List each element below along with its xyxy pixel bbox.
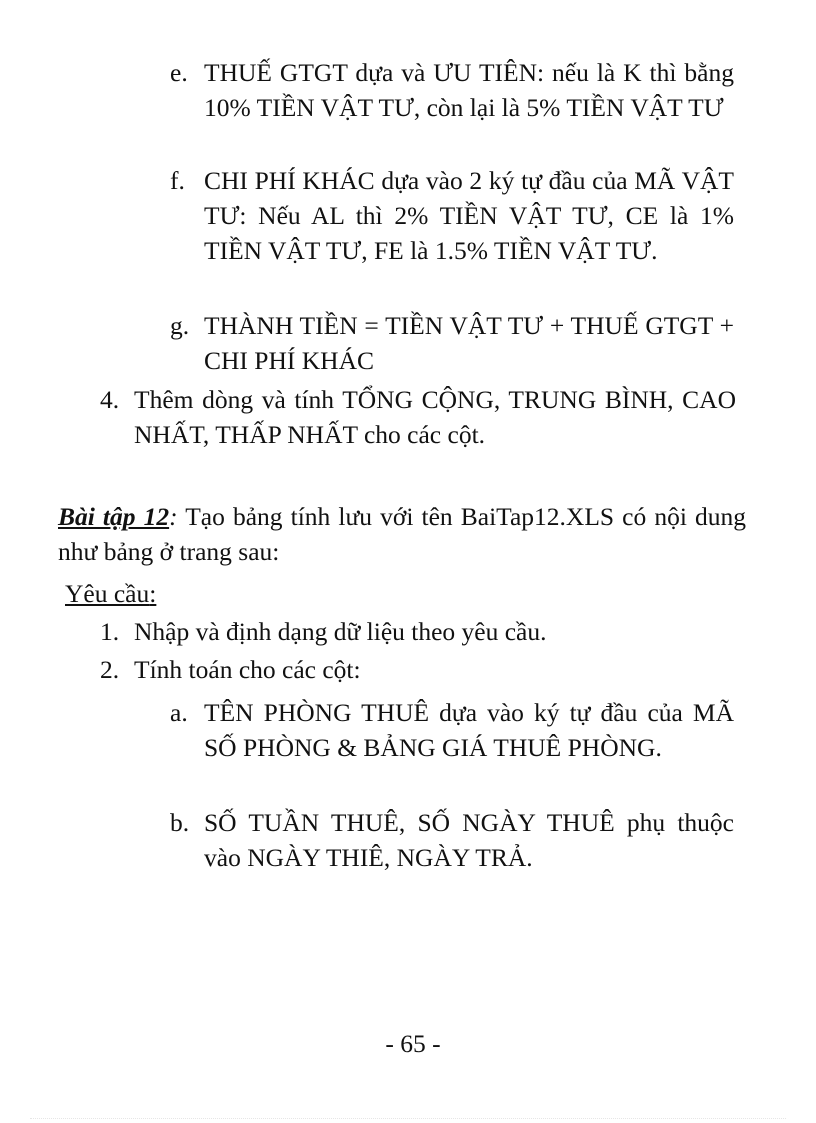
list-item-f: [170, 163, 734, 268]
page-bottom-divider: [30, 1118, 786, 1119]
list-item-step-4: [100, 382, 736, 452]
list-marker: 4.: [100, 385, 120, 414]
list-item-text: Nhập và định dạng dữ liệu theo yêu cầu.: [134, 617, 547, 646]
list-item-step-2: [100, 652, 736, 687]
list-item-text: THUẾ GTGT dựa và ƯU TIÊN: nếu là K thì bằng 10% TIỀN VẬT TƯ, còn lại là 5% TIỀN VẬT TƯ: [204, 58, 734, 122]
list-marker: 2.: [100, 655, 120, 684]
list-item-a: [170, 695, 734, 765]
list-marker: a.: [170, 698, 188, 727]
list-item-text: SỐ TUẦN THUÊ, SỐ NGÀY THUÊ phụ thuộc vào NGÀY THIÊ, NGÀY TRẢ.: [204, 808, 734, 872]
list-item-step-1: [100, 614, 736, 649]
list-marker: b.: [170, 808, 190, 837]
exercise-intro-text: Tạo bảng tính lưu với tên BaiTap12.XLS có nội dung như bảng ở trang sau:: [58, 502, 746, 566]
list-item-text: TÊN PHÒNG THUÊ dựa vào ký tự đầu của MÃ SỐ PHÒNG & BẢNG GIÁ THUÊ PHÒNG.: [204, 698, 734, 762]
list-item-text: Thêm dòng và tính TỔNG CỘNG, TRUNG BÌNH, CAO NHẤT, THẤP NHẤT cho các cột.: [134, 385, 736, 449]
list-marker: f.: [170, 166, 185, 195]
exercise-title: Bài tập 12: [58, 502, 170, 531]
list-marker: e.: [170, 58, 188, 87]
page-number: - 65 -: [385, 1029, 441, 1058]
requirements-colon: :: [149, 579, 157, 608]
exercise-title-colon: :: [169, 502, 178, 531]
list-item-text: Tính toán cho các cột:: [134, 655, 361, 684]
requirements-heading: [65, 576, 156, 611]
list-item-text: CHI PHÍ KHÁC dựa vào 2 ký tự đầu của MÃ VẬT TƯ: Nếu AL thì 2% TIỀN VẬT TƯ, CE là 1% TIỀN VẬT TƯ, FE là 1.5% TIỀN VẬT TƯ.: [204, 166, 734, 265]
list-marker: g.: [170, 311, 190, 340]
list-item-g: [170, 308, 734, 378]
list-item-b: [170, 805, 734, 875]
list-marker: 1.: [100, 617, 120, 646]
requirements-label: Yêu cầu: [65, 579, 150, 608]
list-item-e: [170, 55, 734, 125]
exercise-intro: [58, 499, 746, 569]
list-item-text: THÀNH TIỀN = TIỀN VẬT TƯ + THUẾ GTGT + CHI PHÍ KHÁC: [204, 311, 734, 375]
